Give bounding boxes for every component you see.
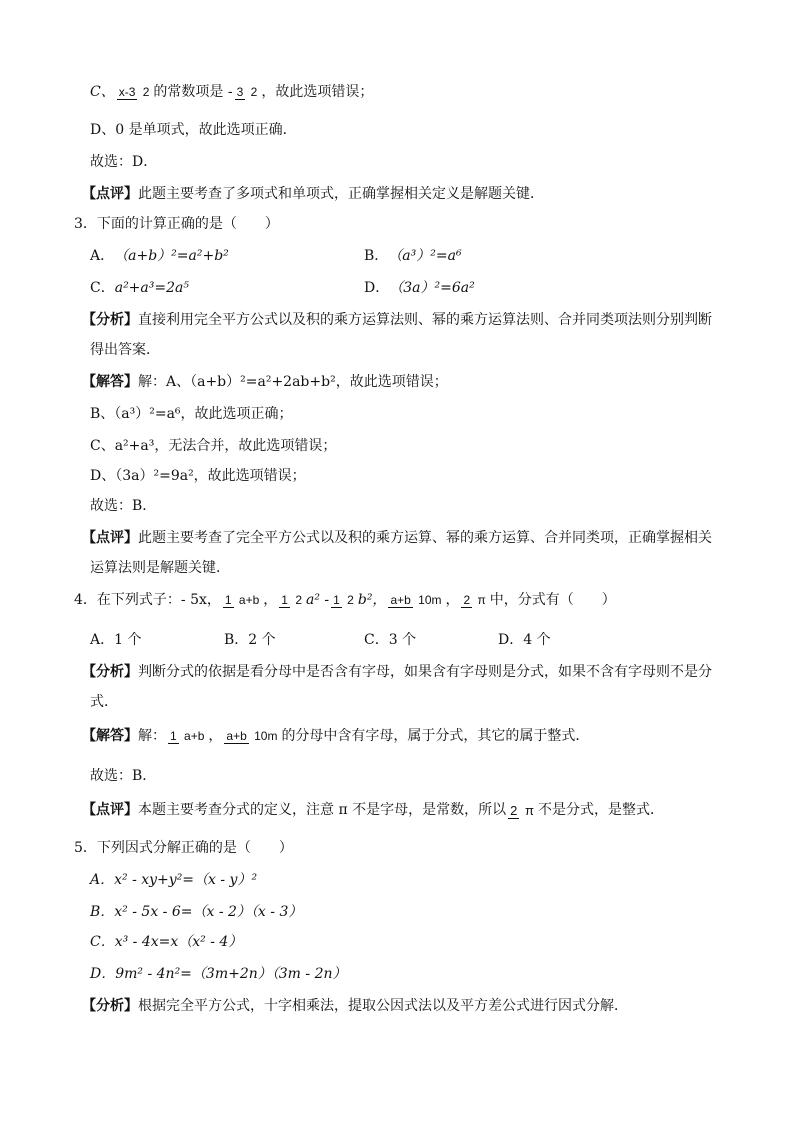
q3-comment-text-1: 此题主要考查了完全平方公式以及积的乘方运算、幂的乘方运算、合并同类项，正确掌握相关	[138, 530, 712, 546]
q2-c-tail: ，故此选项错误；	[261, 84, 374, 100]
option-text: （3a）²=6a²	[389, 280, 475, 296]
q4-analysis-text-1: 判断分式的依据是看分母中是否含有字母，如果含有字母则是分式，如果不含有字母则不是分	[138, 664, 712, 680]
comment-tag: 【点评】	[82, 530, 138, 546]
option-text: a²+a³=2a⁵	[114, 280, 189, 296]
q4-answer-tail: 的分母中含有字母，属于分式，其它的属于整式．	[281, 728, 590, 744]
q3-option-c	[90, 278, 189, 298]
q4-fraction-3	[331, 593, 356, 608]
fraction-numerator: x-3	[118, 84, 136, 99]
q4-title-tail: 中，分式有（ ）	[489, 592, 616, 608]
q4-mid: a² -	[306, 592, 330, 608]
analysis-tag: 【分析】	[82, 664, 138, 680]
q3-choice-line	[90, 496, 156, 516]
q4-fraction-2	[279, 593, 304, 608]
q5-analysis-line	[82, 996, 628, 1016]
q3-answer-a: 解：A、（a+b）²=a²+2ab+b²，故此选项错误；	[138, 374, 448, 390]
fraction-denominator: a+b	[184, 728, 205, 743]
option-label: B．	[364, 248, 389, 264]
q4-choice-text: 故选：B．	[90, 768, 157, 784]
q4-option-b	[224, 630, 276, 650]
q2-d-text: D、0 是单项式，故此选项正确．	[90, 122, 297, 138]
q4-answer-fraction-2	[224, 729, 279, 744]
q3-comment-line-2	[90, 558, 230, 578]
q2-c-mid: 的常数项是 -	[153, 84, 233, 100]
q5-title-line	[74, 838, 293, 858]
separator: ，	[445, 592, 460, 608]
fraction-denominator: 10m	[254, 728, 278, 743]
option-text: A．1 个	[90, 632, 142, 648]
fraction-denominator: π	[524, 802, 534, 818]
q4-analysis-line-1	[82, 662, 712, 682]
q3-title: 3．下面的计算正确的是（ ）	[74, 216, 279, 232]
option-text: C．x³ - 4x=x（x² - 4）	[90, 934, 243, 950]
option-label: C．	[90, 280, 115, 296]
q3-answer-line-d	[90, 466, 306, 486]
q3-analysis-line-1	[82, 310, 712, 330]
q3-option-b	[364, 246, 462, 266]
analysis-tag: 【分析】	[82, 312, 138, 328]
q4-title-line	[74, 590, 616, 610]
fraction-denominator: π	[477, 592, 486, 607]
q3-choice-text: 故选：B．	[90, 498, 157, 514]
q4-comment-pre: 本题主要考查分式的定义，注意 π 不是字母，是常数，所以	[138, 802, 507, 818]
fraction-numerator: 3	[236, 84, 244, 99]
q5-option-a	[90, 870, 257, 890]
fraction-numerator: 1	[170, 728, 177, 743]
option-text: （a+b）²=a²+b²	[114, 248, 229, 264]
fraction-denominator: 2	[347, 592, 354, 607]
q3-option-a	[90, 246, 229, 266]
fraction-denominator: 2	[142, 84, 150, 99]
option-text: D．9m² - 4n²=（3m+2n）（3m - 2n）	[90, 966, 347, 982]
q3-answer-d: D、（3a）²=9a²，故此选项错误；	[90, 468, 306, 484]
q2-c-fraction-2	[235, 85, 260, 100]
fraction-numerator: 1	[333, 592, 340, 607]
q4-analysis-text-2: 式．	[90, 694, 118, 710]
option-text: A．x² - xy+y²=（x - y）²	[90, 872, 258, 888]
q2-option-c-line	[90, 82, 373, 102]
q2-comment-text: 此题主要考查了多项式和单项式，正确掌握相关定义是解题关键．	[138, 186, 544, 202]
q4-comment-line	[82, 800, 664, 820]
q4-fraction-4	[388, 593, 443, 608]
fraction-numerator: a+b	[390, 592, 411, 607]
fraction-denominator: 2	[250, 84, 258, 99]
q2-c-fraction	[117, 85, 152, 100]
option-label: D．	[364, 280, 390, 296]
analysis-tag: 【分析】	[82, 998, 138, 1014]
q5-option-d	[90, 964, 347, 984]
q4-mid-2: b²，	[357, 592, 387, 608]
q2-choice-line	[90, 152, 157, 172]
option-text: B．2 个	[224, 632, 276, 648]
q3-comment-text-2: 运算法则是解题关键．	[90, 560, 230, 576]
q5-option-b	[90, 902, 302, 922]
separator: ，	[263, 592, 278, 608]
q3-answer-b: B、（a³）²=a⁶，故此选项正确；	[90, 406, 293, 422]
option-text: C．3 个	[364, 632, 417, 648]
q4-comment-fraction	[508, 803, 536, 818]
q3-analysis-line-2	[90, 340, 160, 360]
q3-option-d	[364, 278, 475, 298]
option-label: A．	[90, 248, 115, 264]
fraction-numerator: 2	[510, 802, 518, 818]
q4-analysis-line-2	[90, 692, 118, 712]
q4-answer-fraction-1	[168, 729, 206, 744]
q4-choice-line	[90, 766, 156, 786]
q4-title-pre: 4．在下列式子：- 5x，	[74, 592, 221, 608]
q3-comment-line-1	[82, 528, 712, 548]
q3-answer-line-a	[82, 372, 448, 392]
q2-comment-line	[82, 184, 544, 204]
q3-analysis-text-1: 直接利用完全平方公式以及积的乘方运算法则、幂的乘方运算法则、合并同类项法则分别判断	[138, 312, 712, 328]
option-text: D．4 个	[498, 632, 551, 648]
q4-option-c	[364, 630, 416, 650]
fraction-numerator: 1	[224, 592, 232, 607]
q4-fraction-1	[223, 593, 261, 608]
fraction-numerator: 2	[463, 592, 471, 607]
q2-c-prefix: C、	[90, 84, 115, 100]
comment-tag: 【点评】	[82, 802, 138, 818]
option-text: B．x² - 5x - 6=（x - 2）（x - 3）	[90, 904, 303, 920]
q3-answer-line-c	[90, 436, 336, 456]
fraction-denominator: 2	[295, 592, 302, 607]
q5-option-c	[90, 932, 242, 952]
q3-answer-c: C、a²+a³，无法合并，故此选项错误；	[90, 438, 337, 454]
comment-tag: 【点评】	[82, 186, 138, 202]
fraction-numerator: 1	[281, 592, 288, 607]
q4-answer-line	[82, 726, 589, 746]
option-text: （a³）²=a⁶	[388, 248, 462, 264]
q2-option-d-line	[90, 120, 297, 140]
q4-option-a	[90, 630, 141, 650]
separator: ，	[208, 728, 223, 744]
q3-title-line	[74, 214, 279, 234]
q3-answer-line-b	[90, 404, 293, 424]
fraction-denominator: 10m	[418, 592, 442, 607]
answer-tag: 【解答】	[82, 374, 138, 390]
q2-choice-text: 故选：D．	[90, 154, 158, 170]
q5-title: 5．下列因式分解正确的是（ ）	[74, 840, 293, 856]
q5-analysis-text: 根据完全平方公式，十字相乘法，提取公因式法以及平方差公式进行因式分解．	[138, 998, 628, 1014]
fraction-numerator: a+b	[226, 728, 247, 743]
answer-tag: 【解答】	[82, 728, 138, 744]
q4-option-d	[498, 630, 551, 650]
q4-comment-tail: 不是分式，是整式．	[537, 802, 664, 818]
q3-analysis-text-2: 得出答案．	[90, 342, 160, 358]
q4-fraction-5	[461, 593, 487, 608]
fraction-denominator: a+b	[238, 592, 260, 607]
q4-answer-pre: 解：	[138, 728, 166, 744]
